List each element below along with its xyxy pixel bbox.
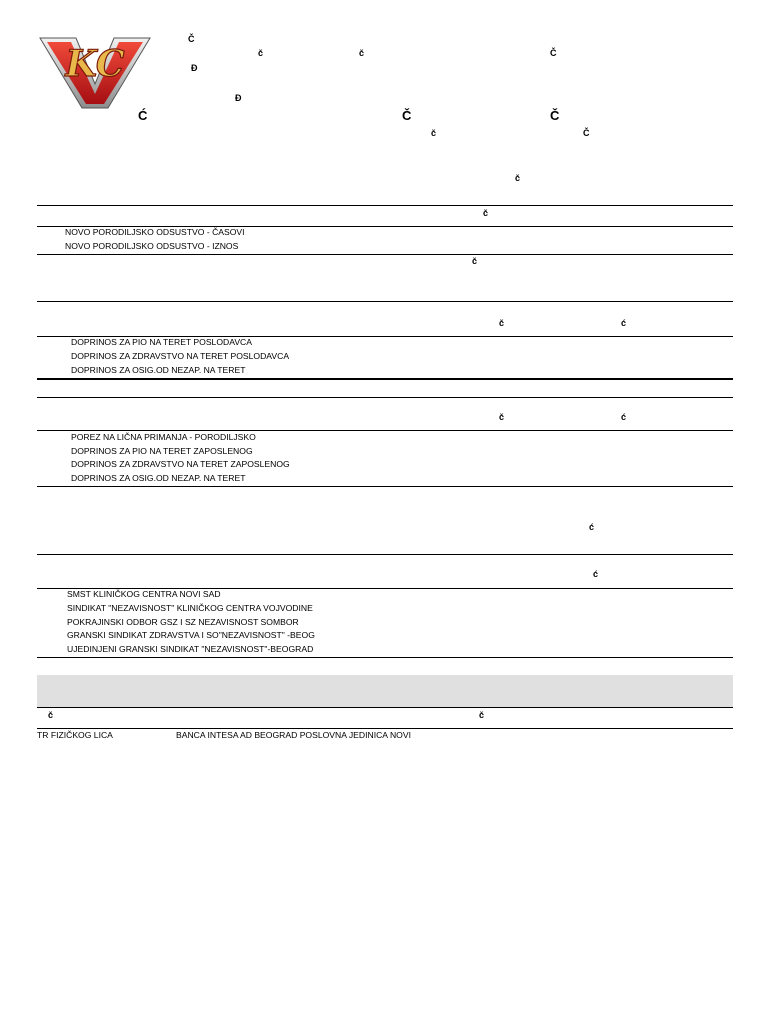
list-item: DOPRINOS ZA PIO NA TERET ZAPOSLENOG bbox=[71, 446, 253, 456]
header-glyph: Ć bbox=[138, 108, 148, 123]
list-item: NOVO PORODILJSKO ODSUSTVO - ČASOVI bbox=[65, 227, 245, 237]
list-item: SINDIKAT "NEZAVISNOST" KLINIČKOG CENTRA VOJVODINE bbox=[67, 603, 313, 613]
list-item: NOVO PORODILJSKO ODSUSTVO - IZNOS bbox=[65, 241, 239, 251]
bank-name: BANCA INTESA AD BEOGRAD POSLOVNA JEDINICA NOVI bbox=[176, 730, 411, 740]
divider bbox=[37, 707, 733, 708]
divider bbox=[37, 430, 733, 431]
header-glyph: Đ bbox=[235, 93, 242, 103]
logo-text: KC bbox=[65, 43, 125, 85]
shaded-summary-band bbox=[37, 675, 733, 707]
header-glyph: č bbox=[359, 48, 365, 58]
list-item: DOPRINOS ZA OSIG.OD NEZAP. NA TERET bbox=[71, 365, 246, 375]
column-glyph: ć bbox=[621, 412, 627, 422]
list-item: DOPRINOS ZA ZDRAVSTVO NA TERET POSLODAVCA bbox=[71, 351, 290, 361]
list-item: DOPRINOS ZA OSIG.OD NEZAP. NA TERET bbox=[71, 473, 246, 483]
list-item: DOPRINOS ZA ZDRAVSTVO NA TERET ZAPOSLENOG bbox=[71, 459, 290, 469]
divider bbox=[37, 254, 733, 255]
divider bbox=[37, 301, 733, 302]
header-glyph: Č bbox=[402, 108, 412, 123]
column-glyph: č bbox=[479, 710, 485, 720]
column-glyph: č bbox=[499, 412, 505, 422]
divider bbox=[37, 378, 733, 380]
divider bbox=[37, 554, 733, 555]
column-glyph: č bbox=[472, 256, 478, 266]
list-item: POKRAJINSKI ODBOR GSZ I SZ NEZAVISNOST SOMBOR bbox=[67, 617, 299, 627]
header-glyph: Č bbox=[550, 48, 557, 58]
divider bbox=[37, 728, 733, 729]
list-item: GRANSKI SINDIKAT ZDRAVSTVA I SO"NEZAVISNOST" -BEOG bbox=[67, 630, 315, 640]
list-item: POREZ NA LIČNA PRIMANJA - PORODILJSKO bbox=[71, 432, 256, 442]
divider bbox=[37, 486, 733, 487]
divider bbox=[37, 397, 733, 398]
column-glyph: č bbox=[483, 208, 489, 218]
divider bbox=[37, 205, 733, 206]
header-glyph: Đ bbox=[191, 63, 198, 73]
header-glyph: Č bbox=[583, 128, 590, 138]
column-glyph: ć bbox=[593, 569, 599, 579]
divider bbox=[37, 657, 733, 658]
list-item: UJEDINJENI GRANSKI SINDIKAT "NEZAVISNOST"-BEOGRAD bbox=[67, 644, 314, 654]
column-glyph: ć bbox=[589, 522, 595, 532]
header-glyph: č bbox=[515, 173, 521, 183]
column-glyph: č bbox=[499, 318, 505, 328]
account-label: TR FIZIČKOG LICA bbox=[37, 730, 113, 740]
column-glyph: ć bbox=[621, 318, 627, 328]
header-glyph: Č bbox=[188, 34, 195, 44]
header-glyph: č bbox=[258, 48, 264, 58]
logo bbox=[38, 34, 152, 110]
column-glyph: č bbox=[48, 710, 54, 720]
list-item: DOPRINOS ZA PIO NA TERET POSLODAVCA bbox=[71, 337, 252, 347]
list-item: SMST KLINIČKOG CENTRA NOVI SAD bbox=[67, 589, 221, 599]
header-glyph: Č bbox=[550, 108, 560, 123]
header-glyph: č bbox=[431, 128, 437, 138]
